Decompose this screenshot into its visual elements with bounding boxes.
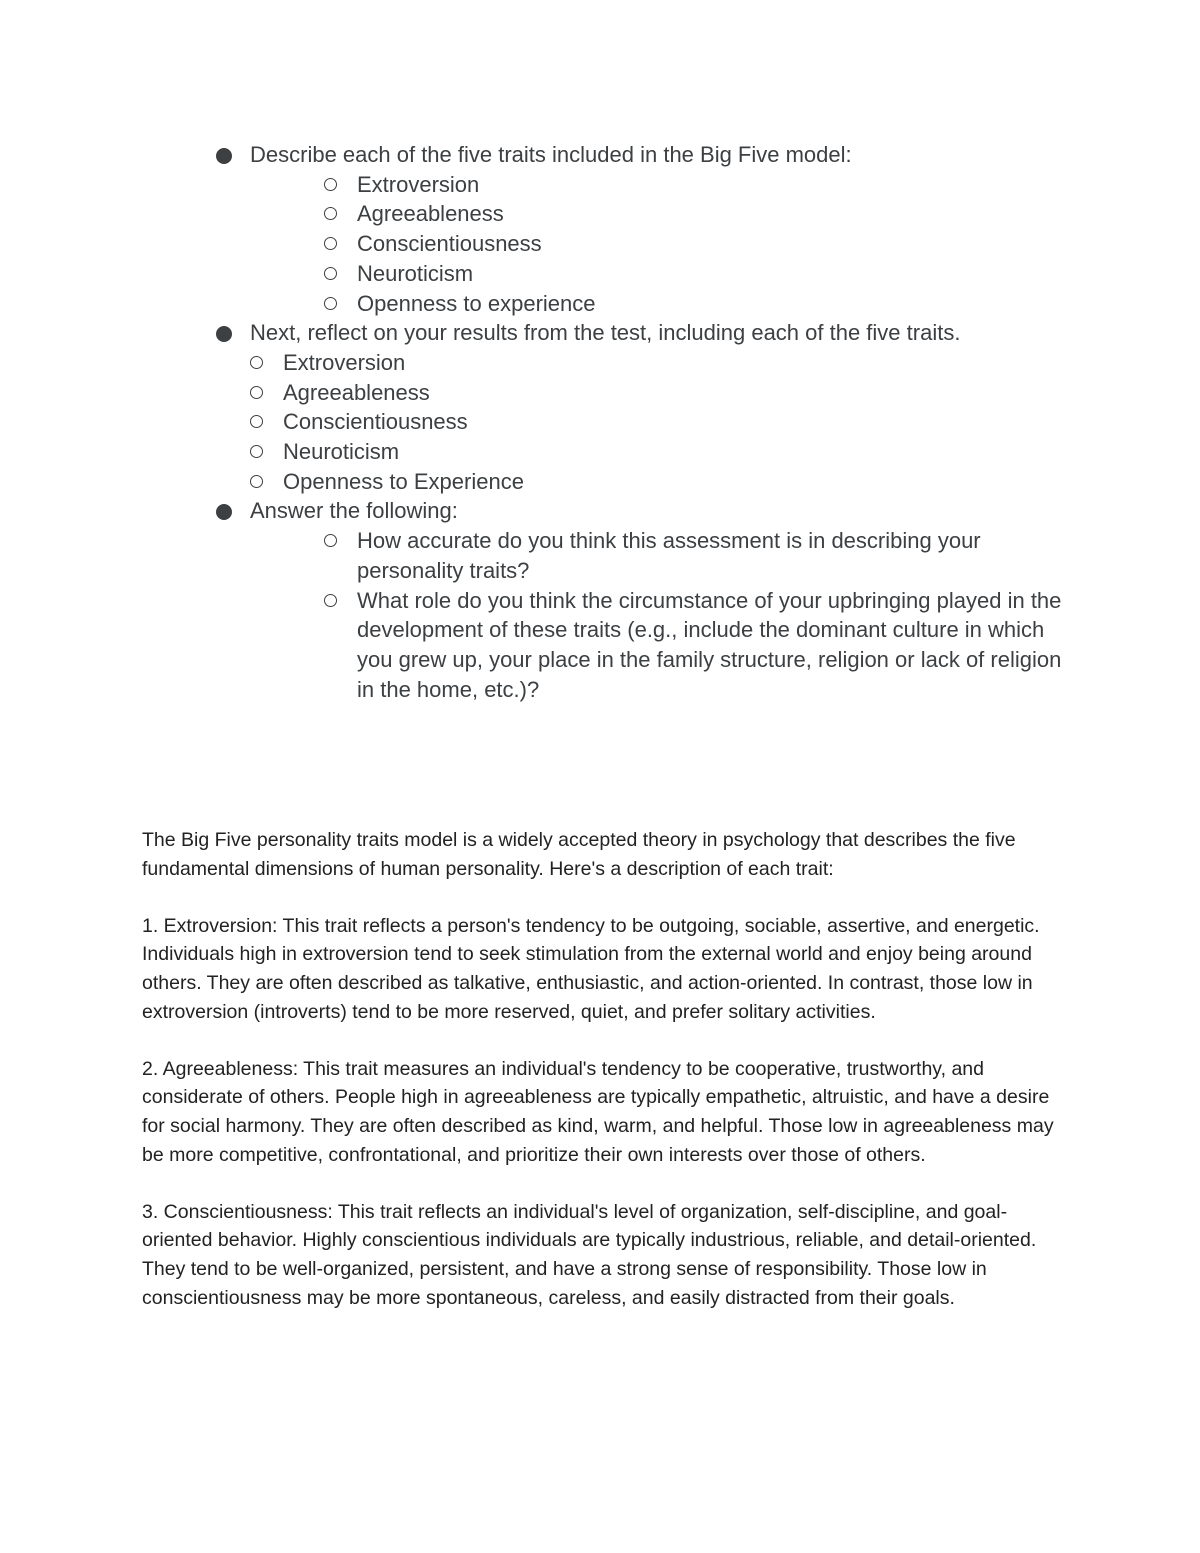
sub-list-item	[0, 526, 1062, 585]
sub-list-item-text: Extroversion	[357, 171, 480, 197]
list-item-text: Describe each of the five traits included in the Big Five model:	[250, 142, 852, 167]
sub-list-item	[0, 378, 1200, 408]
list-item-text: Next, reflect on your results from the test, including each of the five traits.	[250, 320, 961, 346]
sub-list-item-text: Neuroticism	[283, 439, 400, 465]
sub-list-item	[0, 348, 1200, 378]
hollow-bullet-icon	[250, 386, 263, 399]
conscientiousness-paragraph: 3. Conscientiousness: This trait reflects an individual's level of organization, self-discipline, and goal-oriented behavior. Highly conscientious individuals are typically industrious, reliable, and detail-oriented. They tend to be well-organized, persistent, and have a strong sense of responsibility. Those low in conscientiousness may be more spontaneous, careless, and easily distracted from their goals.	[142, 1200, 1037, 1309]
sub-list-item	[0, 586, 1062, 705]
list-item	[0, 140, 1200, 170]
hollow-bullet-icon	[250, 445, 263, 458]
sub-list-item-text: How accurate do you think this assessment is in describing your personality traits?	[357, 528, 981, 583]
sub-list-item-text: Conscientiousness	[283, 409, 468, 435]
list-item	[0, 496, 1200, 526]
extroversion-paragraph: 1. Extroversion: This trait reflects a person's tendency to be outgoing, sociable, assertive, and energetic. Individuals high in extroversion tend to seek stimulation from the external world and enjoy being around others. They are often described as talkative, enthusiastic, and action-oriented. In contrast, those low in extroversion (introverts) tend to be more reserved, quiet, and prefer solitary activities.	[142, 914, 1040, 1023]
agreeableness-paragraph: 2. Agreeableness: This trait measures an individual's tendency to be cooperative, trustworthy, and considerate of others. People high in agreeableness are typically empathetic, altruistic, and have a desire for social harmony. They are often described as kind, warm, and helpful. Those low in agreeableness may be more competitive, confrontational, and prioritize their own interests over those of others.	[142, 1057, 1054, 1166]
sub-list-item-text: Neuroticism	[357, 260, 474, 286]
sub-list-item	[0, 229, 1200, 259]
hollow-bullet-icon	[324, 207, 337, 220]
sub-list-item-text: Extroversion	[283, 349, 406, 375]
hollow-bullet-icon	[324, 267, 337, 280]
hollow-bullet-icon	[324, 534, 337, 547]
sub-list-item-text: Openness to experience	[357, 290, 596, 316]
hollow-bullet-icon	[324, 297, 337, 310]
hollow-bullet-icon	[324, 594, 337, 607]
list-item-text: Answer the following:	[250, 498, 458, 524]
sub-list-item-text: Agreeableness	[283, 379, 430, 405]
sub-list-item	[0, 289, 1200, 319]
intro-paragraph: The Big Five personality traits model is a widely accepted theory in psychology that describes the five fundamental dimensions of human personality. Here's a description of each trait:	[142, 829, 1016, 880]
sub-list-item-text: Openness to Experience	[283, 468, 524, 494]
instruction-list	[0, 140, 1200, 704]
sub-list-item	[0, 199, 1200, 229]
hollow-bullet-icon	[250, 475, 263, 488]
body-text	[142, 826, 1062, 1341]
list-item	[0, 318, 1200, 348]
filled-bullet-icon	[216, 148, 232, 164]
hollow-bullet-icon	[250, 356, 263, 369]
sub-list-item	[0, 467, 1200, 497]
sub-list-item	[0, 437, 1200, 467]
hollow-bullet-icon	[250, 415, 263, 428]
filled-bullet-icon	[216, 326, 232, 342]
hollow-bullet-icon	[324, 178, 337, 191]
sub-list-item	[0, 259, 1200, 289]
hollow-bullet-icon	[324, 237, 337, 250]
sub-list-item-text: Agreeableness	[357, 201, 504, 227]
sub-list-item	[0, 170, 1200, 200]
sub-list-item-text: What role do you think the circumstance of your upbringing played in the development of these traits (e.g., include the dominant culture in which you grew up, your place in the family structure, religion or lack of religion in the home, etc.)?	[357, 587, 1062, 702]
sub-list-item-text: Conscientiousness	[357, 231, 542, 257]
filled-bullet-icon	[216, 504, 232, 520]
sub-list-item	[0, 407, 1200, 437]
